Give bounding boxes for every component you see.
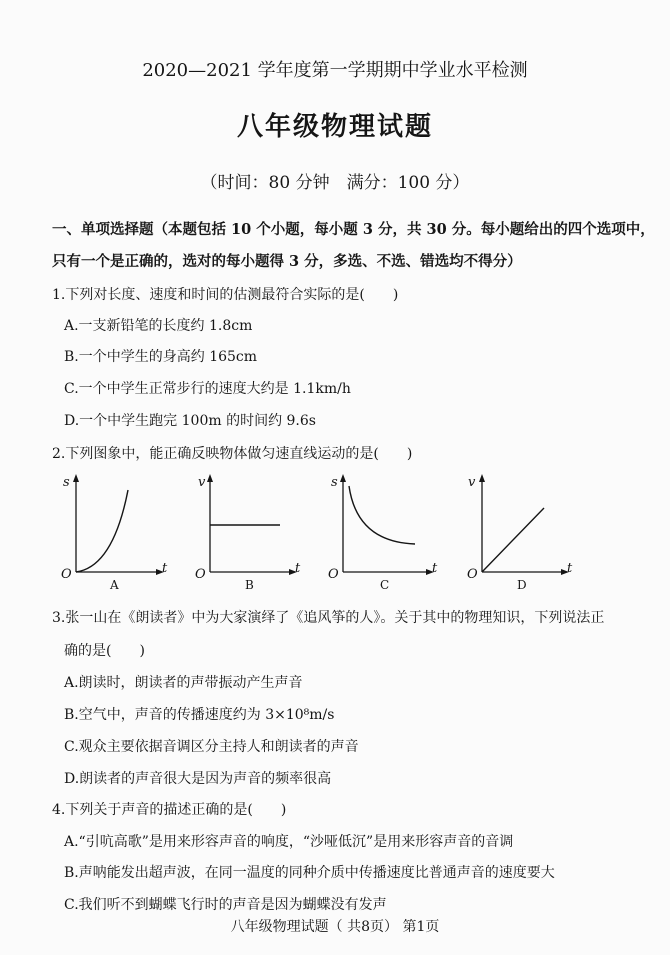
question-3-option-c: C.观众主要依据音调区分主持人和朗读者的声音	[64, 739, 359, 755]
graph-a-y-label: s	[63, 475, 70, 490]
question-1-option-a: A.一支新铅笔的长度约 1.8cm	[64, 318, 253, 334]
question-3-option-a: A.朗读时，朗读者的声带振动产生声音	[64, 675, 303, 691]
graph-b-label: B	[245, 578, 254, 592]
question-1-stem: 1.下列对长度、速度和时间的估测最符合实际的是( )	[52, 287, 399, 303]
time-info: （时间：80 分钟 满分：100 分）	[200, 173, 470, 193]
graph-d-curve	[482, 508, 544, 572]
page-footer: 八年级物理试题（ 共8页） 第1页	[230, 919, 440, 935]
question-3-stem-line2: 确的是( )	[64, 643, 145, 659]
question-4-option-b: B.声呐能发出超声波，在同一温度的同种介质中传播速度比普通声音的速度要大	[64, 865, 555, 881]
graph-d-label: D	[517, 578, 527, 592]
graph-b-origin: O	[195, 567, 206, 582]
subject-title: 八年级物理试题	[236, 112, 433, 142]
graph-d-y-label: v	[468, 475, 476, 490]
question-4-stem: 4.下列关于声音的描述正确的是( )	[52, 802, 287, 818]
exam-title: 2020—2021 学年度第一学期期中学业水平检测	[142, 60, 528, 81]
graph-c-label: C	[380, 578, 390, 592]
graph-a-origin: O	[61, 567, 72, 582]
graph-b-x-label: t	[295, 561, 301, 576]
graph-a-x-label: t	[162, 561, 168, 576]
graph-c-y-label: s	[331, 475, 338, 490]
graph-a-label: A	[110, 578, 119, 592]
graph-d-origin: O	[467, 567, 478, 582]
question-2-stem: 2.下列图象中，能正确反映物体做匀速直线运动的是( )	[52, 446, 413, 462]
graph-a	[58, 472, 173, 594]
graph-c	[327, 472, 447, 594]
graph-a-curve	[76, 490, 128, 572]
graph-d-x-label: t	[567, 561, 573, 576]
graph-c-curve	[349, 486, 415, 544]
section-heading-line1: 一、单项选择题（本题包括 10 个小题，每小题 3 分，共 30 分。每小题给出的四个选项中，	[52, 221, 655, 238]
question-1-option-c: C.一个中学生正常步行的速度大约是 1.1km/h	[64, 381, 351, 397]
graph-c-x-label: t	[432, 561, 438, 576]
graph-d	[462, 472, 582, 594]
question-4-option-c: C.我们听不到蝴蝶飞行时的声音是因为蝴蝶没有发声	[64, 897, 387, 913]
question-4-option-a: A.“引吭高歌”是用来形容声音的响度，“沙哑低沉”是用来形容声音的音调	[64, 834, 514, 850]
graph-b-y-label: v	[198, 475, 206, 490]
question-3-stem-line1: 3.张一山在《朗读者》中为大家演绎了《追风筝的人》。关于其中的物理知识，下列说法正	[52, 610, 605, 626]
question-1-option-d: D.一个中学生跑完 100m 的时间约 9.6s	[64, 413, 316, 429]
question-3-option-d: D.朗读者的声音很大是因为声音的频率很高	[64, 771, 332, 787]
question-3-option-b: B.空气中，声音的传播速度约为 3×10⁸m/s	[64, 707, 335, 723]
section-heading-line2: 只有一个是正确的，选对的每小题得 3 分，多选、不选、错选均不得分）	[52, 253, 522, 270]
graph-b	[195, 472, 310, 594]
graph-c-origin: O	[328, 567, 339, 582]
question-1-option-b: B.一个中学生的身高约 165cm	[64, 349, 258, 365]
